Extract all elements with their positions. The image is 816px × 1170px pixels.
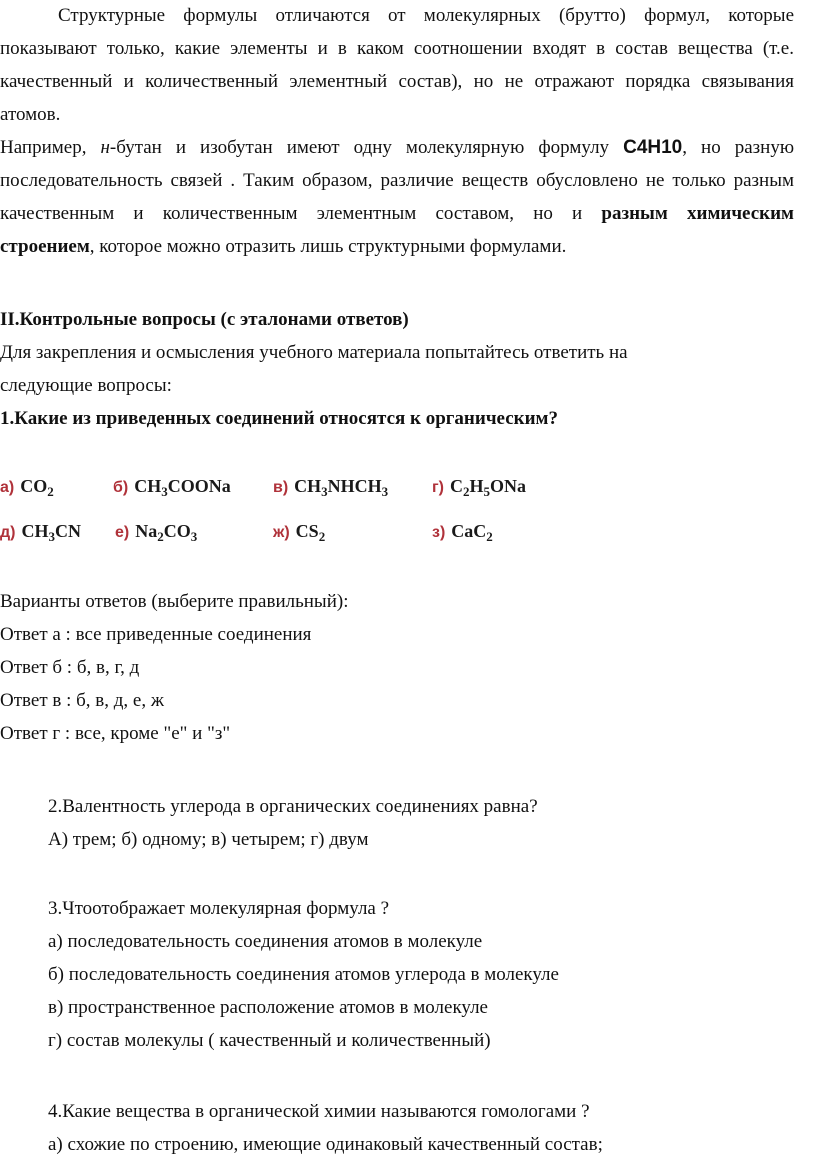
intro-line-7 bbox=[0, 202, 794, 226]
example-lead: Например, bbox=[0, 137, 87, 158]
intro-line-3: качественный и количественный элементный состав), но не отражают порядка связывания bbox=[0, 71, 794, 92]
compound-b: б) $CH_3COONa$ bbox=[113, 476, 231, 499]
intro-line-5 bbox=[0, 136, 794, 160]
intro-line-4: атомов. bbox=[0, 104, 61, 125]
question-4-option-a: а) схожие по строению, имеющие одинаковый качественный состав; bbox=[48, 1134, 603, 1155]
example-mid: -бутан и изобутан имеют одну молекулярную формулу bbox=[109, 137, 610, 158]
answer-b: Ответ б : б, в, г, д bbox=[0, 657, 140, 678]
intro-line-1: Структурные формулы отличаются от молекулярных (брутто) формул, которые bbox=[58, 5, 794, 26]
question-2-options: А) трем; б) одному; в) четырем; г) двум bbox=[48, 829, 369, 850]
answer-v: Ответ в : б, в, д, е, ж bbox=[0, 690, 164, 711]
section-line-2: следующие вопросы: bbox=[0, 375, 172, 396]
intro-line-7-bold: разным химическим bbox=[601, 203, 794, 224]
intro-line-7-text: качественным и количественным элементным составом, но и bbox=[0, 203, 583, 224]
compound-z: з) CaC$_2$ bbox=[432, 521, 493, 544]
question-3-option-b: б) последовательность соединения атомов углерода в молекуле bbox=[48, 964, 559, 985]
question-1-title: 1.Какие из приведенных соединений относятся к органическим? bbox=[0, 408, 558, 429]
n-prefix: н bbox=[100, 137, 110, 158]
compound-e: е) $Na_2CO_3$ bbox=[115, 521, 198, 544]
intro-line-6: последовательность связей . Таким образом, различие веществ обусловлено не только разным bbox=[0, 170, 794, 191]
question-3-title: 3.Чтоотображает молекулярная формула ? bbox=[48, 898, 390, 919]
question-2-title: 2.Валентность углерода в органических соединениях равна? bbox=[48, 796, 538, 817]
example-tail: , но разную bbox=[682, 137, 795, 158]
section-line-1: Для закрепления и осмысления учебного материала попытайтесь ответить на bbox=[0, 342, 628, 363]
answer-g: Ответ г : все, кроме "е" и "з" bbox=[0, 723, 231, 744]
intro-line-8 bbox=[0, 235, 566, 259]
compound-d: д) $CH_3CN$ bbox=[0, 521, 81, 544]
question-4-title: 4.Какие вещества в органической химии называются гомологами ? bbox=[48, 1101, 590, 1122]
intro-line-2: показывают только, какие элементы и в каком соотношении входят в состав вещества (т.е. bbox=[0, 38, 794, 59]
compound-g: г) $C_2H_5ONa$ bbox=[432, 476, 527, 499]
section-title: II.Контрольные вопросы (с эталонами ответов) bbox=[0, 309, 409, 330]
question-3-option-g: г) состав молекулы ( качественный и количественный) bbox=[48, 1030, 491, 1051]
question-3-option-v: в) пространственное расположение атомов в молекуле bbox=[48, 997, 488, 1018]
answer-a: Ответ а : все приведенные соединения bbox=[0, 624, 312, 645]
molecular-formula: C4H10 bbox=[623, 137, 683, 158]
compound-a: а) $CO_2$ bbox=[0, 476, 54, 499]
compound-zh: ж) $CS_2$ bbox=[273, 521, 326, 544]
variants-title: Варианты ответов (выберите правильный): bbox=[0, 591, 349, 612]
intro-line-8-bold: строением bbox=[0, 236, 90, 257]
question-3-option-a: а) последовательность соединения атомов в молекуле bbox=[48, 931, 483, 952]
intro-line-8-text: , которое можно отразить лишь структурными формулами. bbox=[89, 236, 567, 257]
compound-v: в) $CH_3NHCH_3$ bbox=[273, 476, 389, 499]
